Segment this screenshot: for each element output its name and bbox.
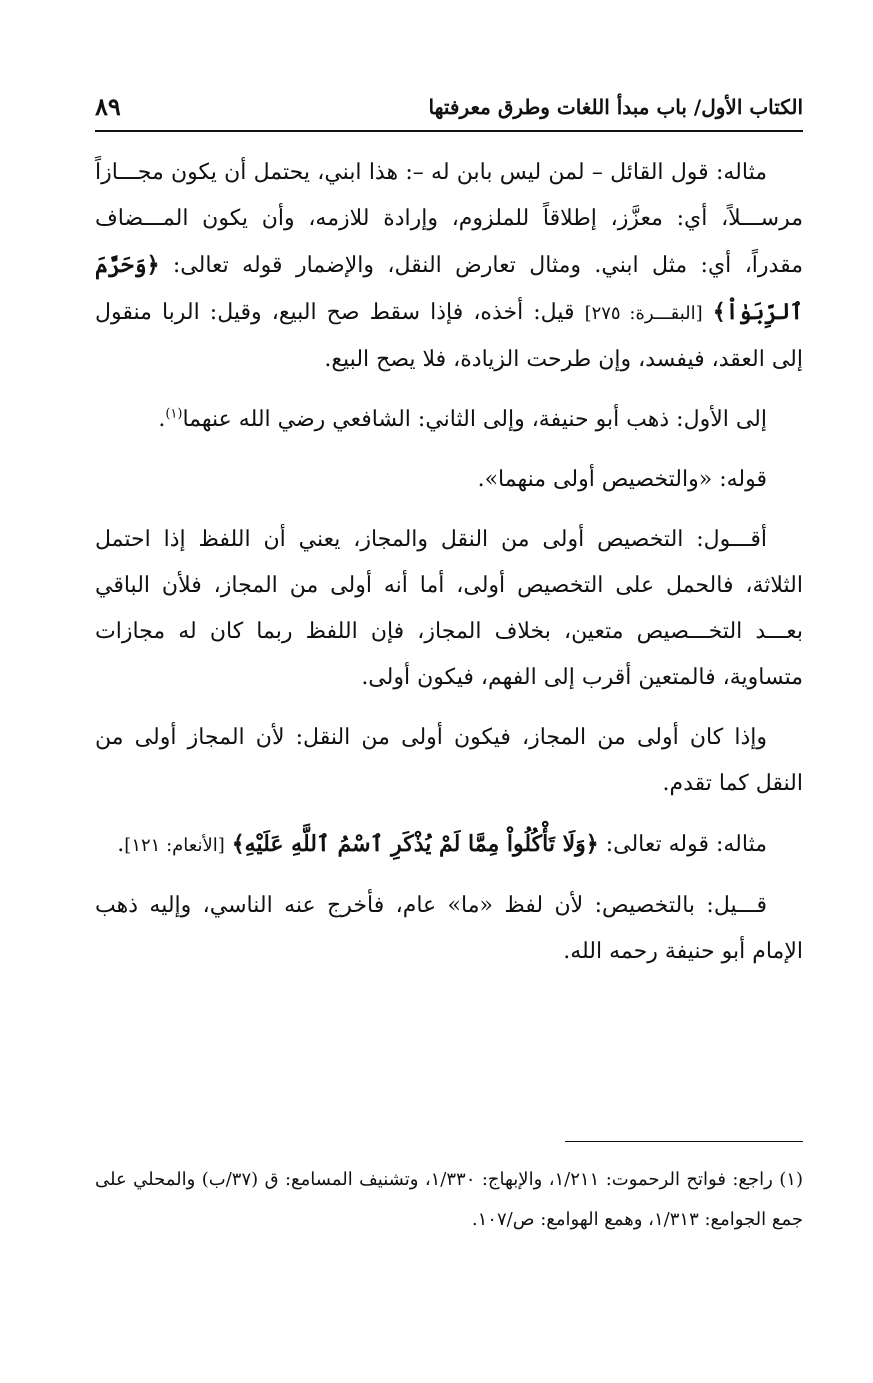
paragraph-text: مثاله: قوله تعالى: bbox=[605, 832, 767, 857]
verse-reference: [الأنعام: ١٢١] bbox=[124, 835, 225, 856]
footnote-rule bbox=[565, 1141, 803, 1142]
footnote bbox=[95, 1160, 803, 1240]
footnotes bbox=[95, 1160, 803, 1240]
paragraph-text: إلى الأول: ذهب أبو حنيفة، وإلى الثاني: الشافعي رضي الله عنهما bbox=[182, 407, 767, 432]
paragraph-quote: قوله: «والتخصيص أولى منهما». bbox=[477, 467, 767, 492]
paragraph-takhsis: قـــيل: بالتخصيص: لأن لفظ «ما» عام، فأخرج عنه الناسي، وإليه ذهب الإمام أبو حنيفة رحمه الله. bbox=[95, 893, 803, 964]
header-rule bbox=[95, 130, 803, 132]
footnote-number: (١) bbox=[779, 1169, 803, 1190]
quran-verse: ﴿وَلَا تَأْكُلُواْ مِمَّا لَمْ يُذْكَرِ ٱسْمُ ٱللَّهِ عَلَيْهِ﴾ bbox=[231, 831, 599, 857]
header-title: الكتاب الأول/ باب مبدأ اللغات وطرق معرفتها bbox=[428, 95, 803, 119]
paragraph-explanation: أقـــول: التخصيص أولى من النقل والمجاز، يعني أن اللفظ إذا احتمل الثلاثة، فالحمل على التخصيص أولى، أما أنه أولى من المجاز، فلأن الباقي بعـــد التخـــصيص متعين، بخلاف المجاز، فإن اللفظ ربما كان له مجازات متساوية، فالمتعين أقرب إلى الفهم، فيكون أولى. bbox=[95, 527, 803, 690]
paragraph-text: مثاله: قول القائل – لمن ليس بابن له –: هذا ابني، يحتمل أن يكون مجـــازاً مرســـلاً، أي: معزَّز، إطلاقاً للملزوم، وإرادة للازمه، وأن يكون المـــضاف مقدراً، أي: مثل ابني. ومثال تعارض النقل، والإضمار قوله تعالى: bbox=[95, 160, 803, 278]
paragraph-text: قيل: أخذه، فإذا سقط صح البيع، وقيل: الربا منقول إلى العقد، فيفسد، وإن طرحت الزيادة، فلا يصح البيع. bbox=[95, 300, 803, 372]
paragraph-end: . bbox=[158, 407, 166, 432]
main-text bbox=[95, 150, 803, 989]
verse-reference: [البقـــرة: ٢٧٥] bbox=[584, 303, 703, 324]
footnote-marker: (١) bbox=[165, 406, 183, 422]
paragraph-example-verse bbox=[95, 821, 803, 869]
page-number: ٨٩ bbox=[95, 92, 121, 121]
paragraph-opinions bbox=[95, 397, 803, 443]
paragraph-example-transfer bbox=[95, 150, 803, 383]
quran-verse: ﴿وَحَرَّمَ ٱلرِّبَوٰاْ﴾ bbox=[95, 252, 803, 325]
paragraph-end: . bbox=[117, 832, 125, 857]
paragraph-majaz: وإذا كان أولى من المجاز، فيكون أولى من النقل: لأن المجاز أولى من النقل كما تقدم. bbox=[95, 725, 803, 796]
footnote-text: راجع: فواتح الرحموت: ١/٢١١، والإبهاج: ١/٣٣٠، وتشنيف المسامع: ق (٣٧/ب) والمحلي على جمع الجوامع: ١/٣١٣، وهمع الهوامع: ص/١٠٧. bbox=[95, 1169, 803, 1230]
running-header bbox=[95, 92, 803, 126]
